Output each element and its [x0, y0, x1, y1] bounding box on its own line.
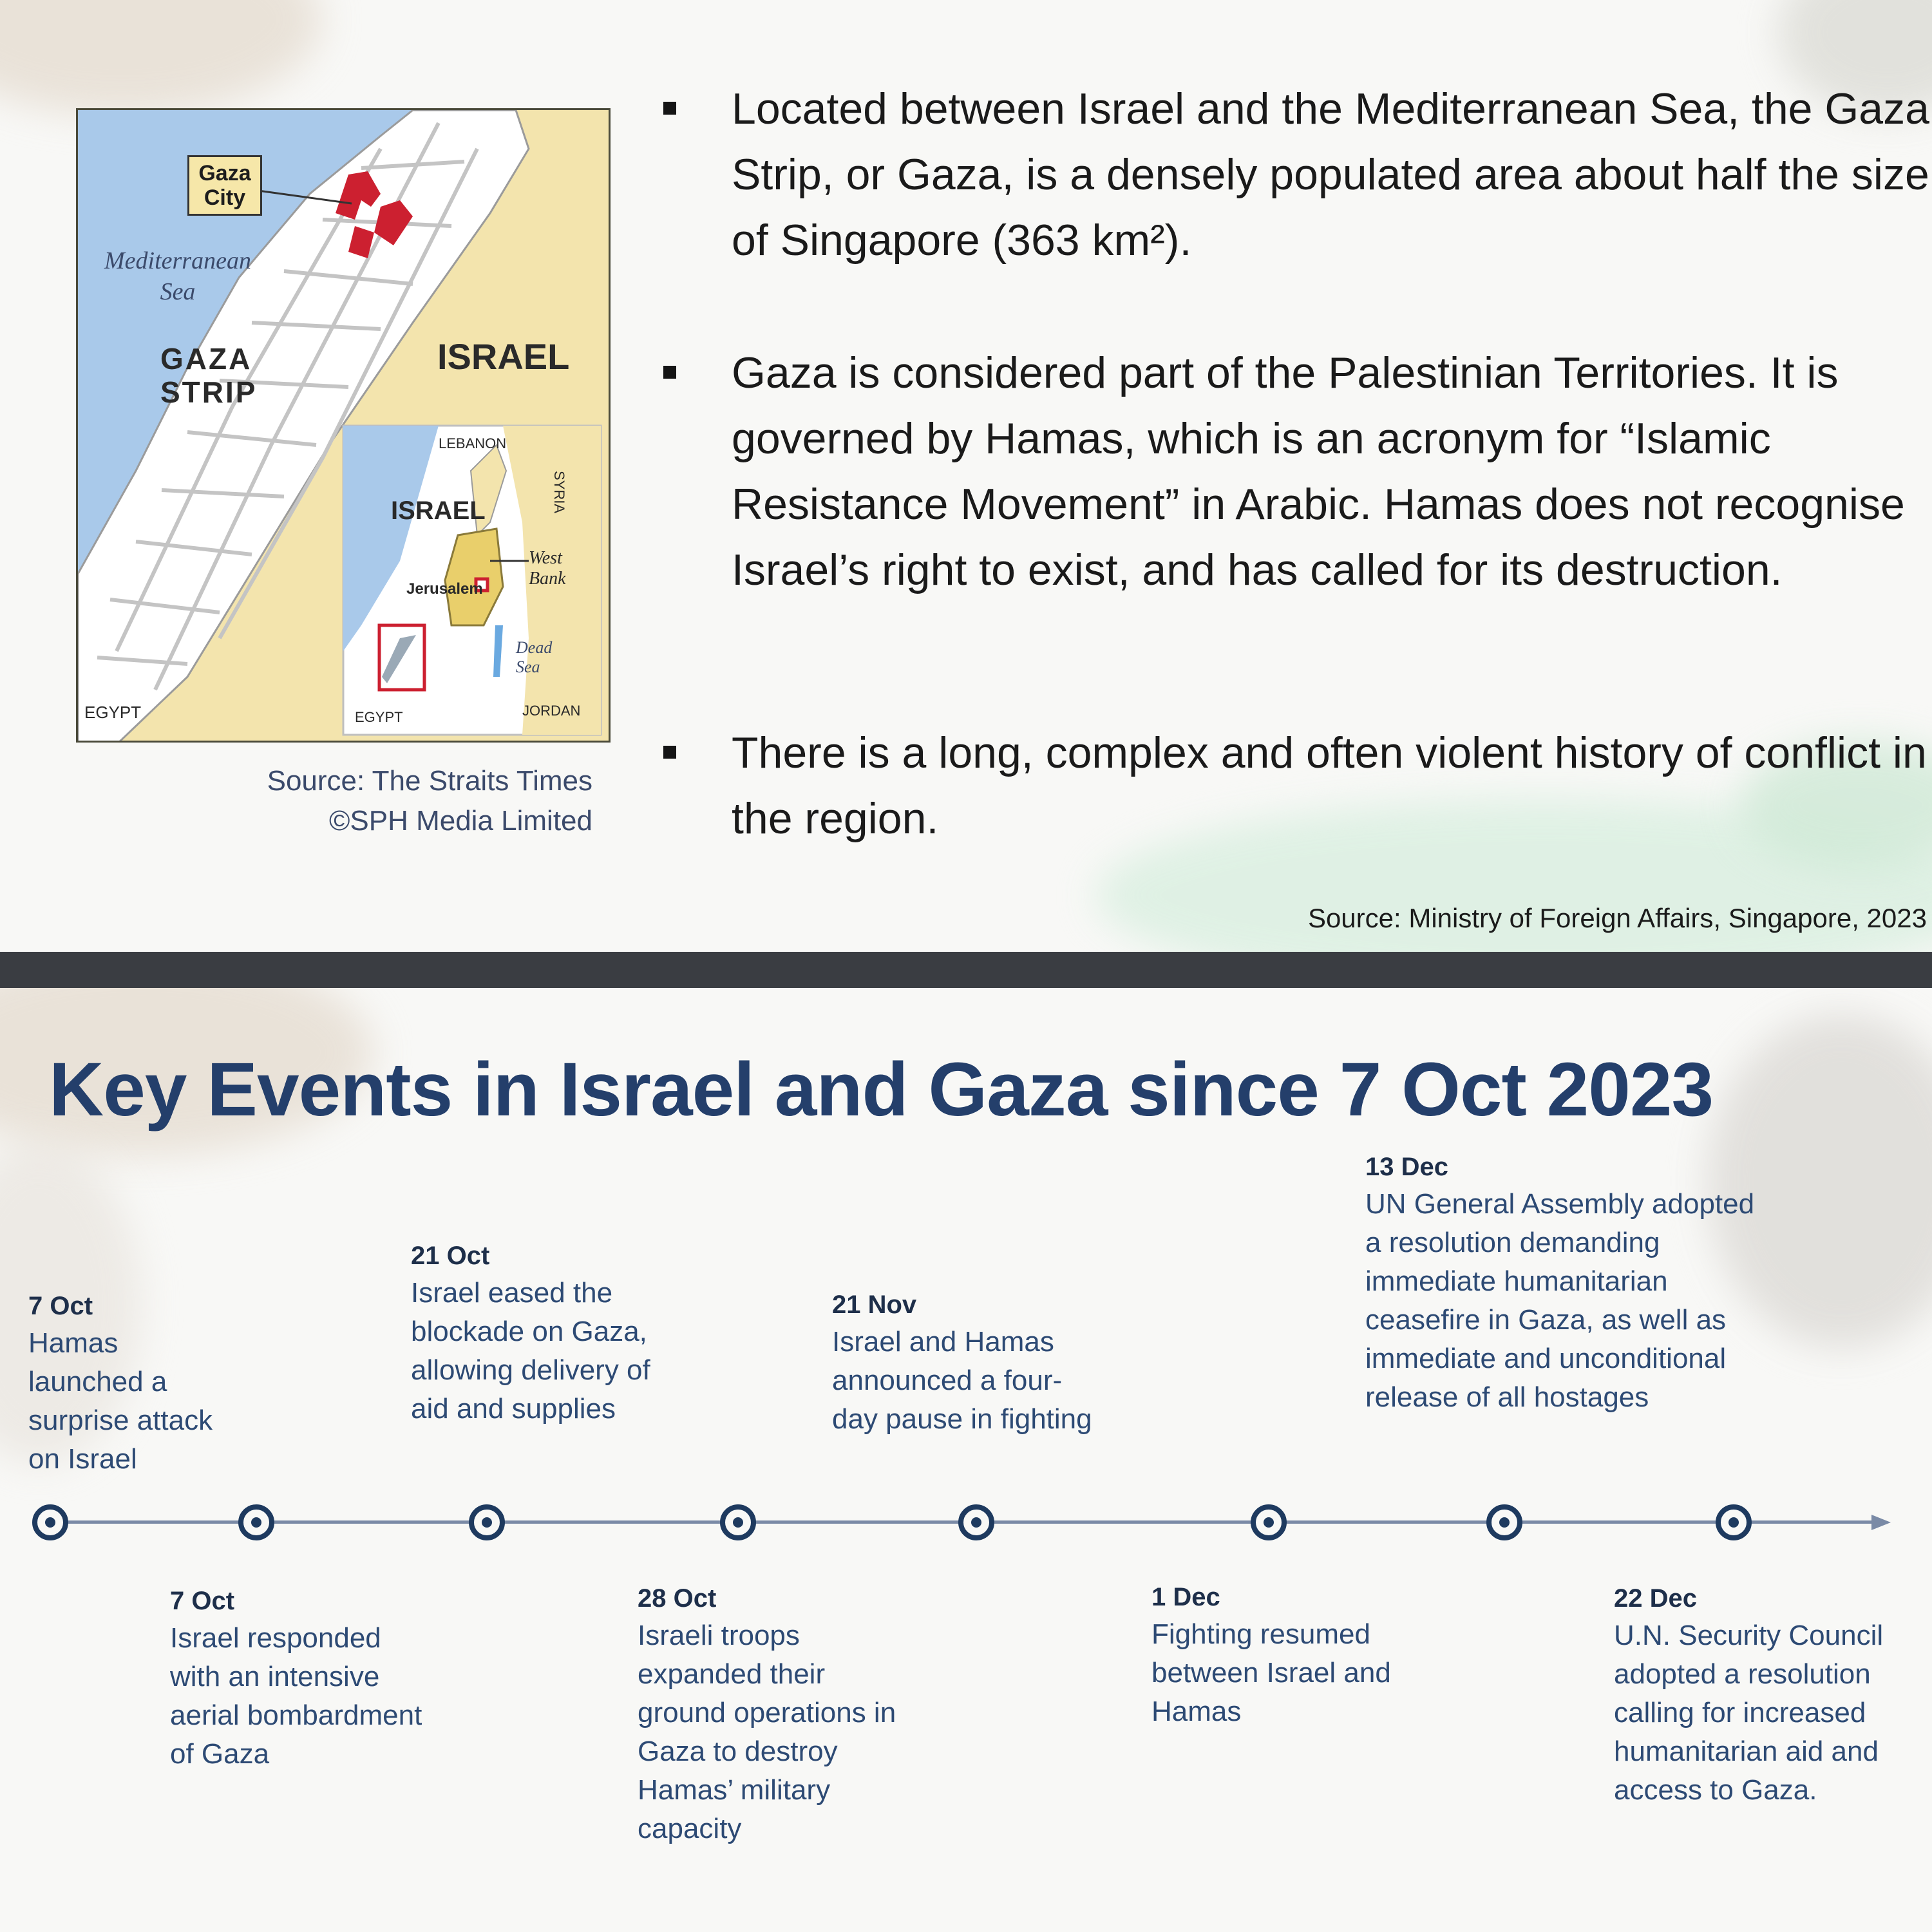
timeline-node-21-nov [958, 1504, 994, 1540]
inset-jerusalem-label: Jerusalem [406, 580, 483, 598]
event-date: 7 Oct [28, 1292, 93, 1320]
sea-label: Mediterranean Sea [104, 247, 251, 305]
timeline-node-28-oct [720, 1504, 756, 1540]
map-source-copyright: ©SPH Media Limited [328, 805, 592, 837]
event-date: 13 Dec [1365, 1153, 1448, 1181]
timeline-arrow-icon [1871, 1515, 1891, 1530]
event-description: Israel eased the blockade on Gaza, allowing delivery of aid and supplies [411, 1277, 650, 1425]
bullet-square-icon [663, 366, 676, 379]
timeline-event [1151, 1579, 1435, 1731]
inset-jordan-label: JORDAN [522, 703, 581, 719]
timeline-node-13-dec [1486, 1504, 1522, 1540]
timeline-node-22-dec [1716, 1504, 1752, 1540]
event-date: 7 Oct [170, 1587, 235, 1615]
timeline-node-7-oct-response [238, 1504, 274, 1540]
event-description: Israel responded with an intensive aerial bombardment of Gaza [170, 1622, 422, 1770]
timeline-event [411, 1238, 656, 1428]
egypt-label: EGYPT [84, 703, 142, 722]
event-date: 28 Oct [638, 1584, 717, 1613]
brush-decoration [0, 0, 322, 116]
timeline-title: Key Events in Israel and Gaza since 7 Oct 2023 [49, 1047, 1714, 1132]
timeline-event [1365, 1149, 1777, 1417]
timeline-node-21-oct [469, 1504, 505, 1540]
timeline-event [28, 1288, 234, 1479]
event-description: Fighting resumed between Israel and Hamas [1151, 1618, 1391, 1727]
event-description: Israeli troops expanded their ground operations in Gaza to destroy Hamas’ military capacity [638, 1620, 896, 1844]
timeline-event [1614, 1580, 1917, 1810]
map-source-line: Source: The Straits Times [267, 765, 592, 797]
event-description: UN General Assembly adopted a resolution demanding immediate humanitarian ceasefire in Gaza, as well as immediate and unconditional release of all hostages [1365, 1188, 1755, 1413]
slide-divider [0, 952, 1932, 988]
event-date: 1 Dec [1151, 1583, 1220, 1611]
israel-label: ISRAEL [437, 336, 570, 377]
bullet-text: There is a long, complex and often violent history of conflict in the region. [732, 728, 1927, 843]
gaza-strip-label: GAZA STRIP [160, 342, 258, 409]
event-description: U.N. Security Council adopted a resolution calling for increased humanitarian aid and access to Gaza. [1614, 1620, 1884, 1806]
inset-west-bank-label: West Bank [529, 548, 566, 589]
event-date: 22 Dec [1614, 1584, 1697, 1613]
bullet-text: Gaza is considered part of the Palestinian Territories. It is governed by Hamas, which is an acronym for “Islamic Resistance Movement” in Arabic. Hamas does not recognise Israel’s right to exist, and has called for its destruction. [732, 348, 1905, 594]
bullet-text: Located between Israel and the Mediterranean Sea, the Gaza Strip, or Gaza, is a densely populated area about half the size of Singapore (363 km²). [732, 84, 1929, 265]
map-source [267, 761, 592, 841]
timeline-node-1-dec [1251, 1504, 1287, 1540]
timeline-event [638, 1580, 921, 1848]
timeline-event [832, 1287, 1103, 1439]
timeline-event [170, 1583, 428, 1774]
inset-lebanon-label: LEBANON [439, 435, 507, 451]
mfa-source: Source: Ministry of Foreign Affairs, Singapore, 2023 [1307, 903, 1927, 933]
inset-dead-sea-label: Dead Sea [516, 638, 553, 676]
timeline-slide [0, 988, 1932, 1932]
timeline-node-7-oct-attack [32, 1504, 68, 1540]
gaza-overview-slide [0, 0, 1932, 952]
inset-egypt-label: EGYPT [355, 709, 403, 725]
event-date: 21 Oct [411, 1242, 490, 1270]
gaza-city-label: Gaza City [187, 155, 262, 216]
event-date: 21 Nov [832, 1291, 917, 1319]
event-description: Israel and Hamas announced a four-day pause in fighting [832, 1326, 1092, 1435]
bullet-square-icon [663, 102, 676, 115]
bullet-square-icon [663, 746, 676, 759]
inset-israel-label: ISRAEL [391, 497, 486, 525]
event-description: Hamas launched a surprise attack on Israel [28, 1327, 213, 1475]
inset-syria-label: SYRIA [551, 471, 567, 514]
gaza-map [76, 108, 611, 743]
